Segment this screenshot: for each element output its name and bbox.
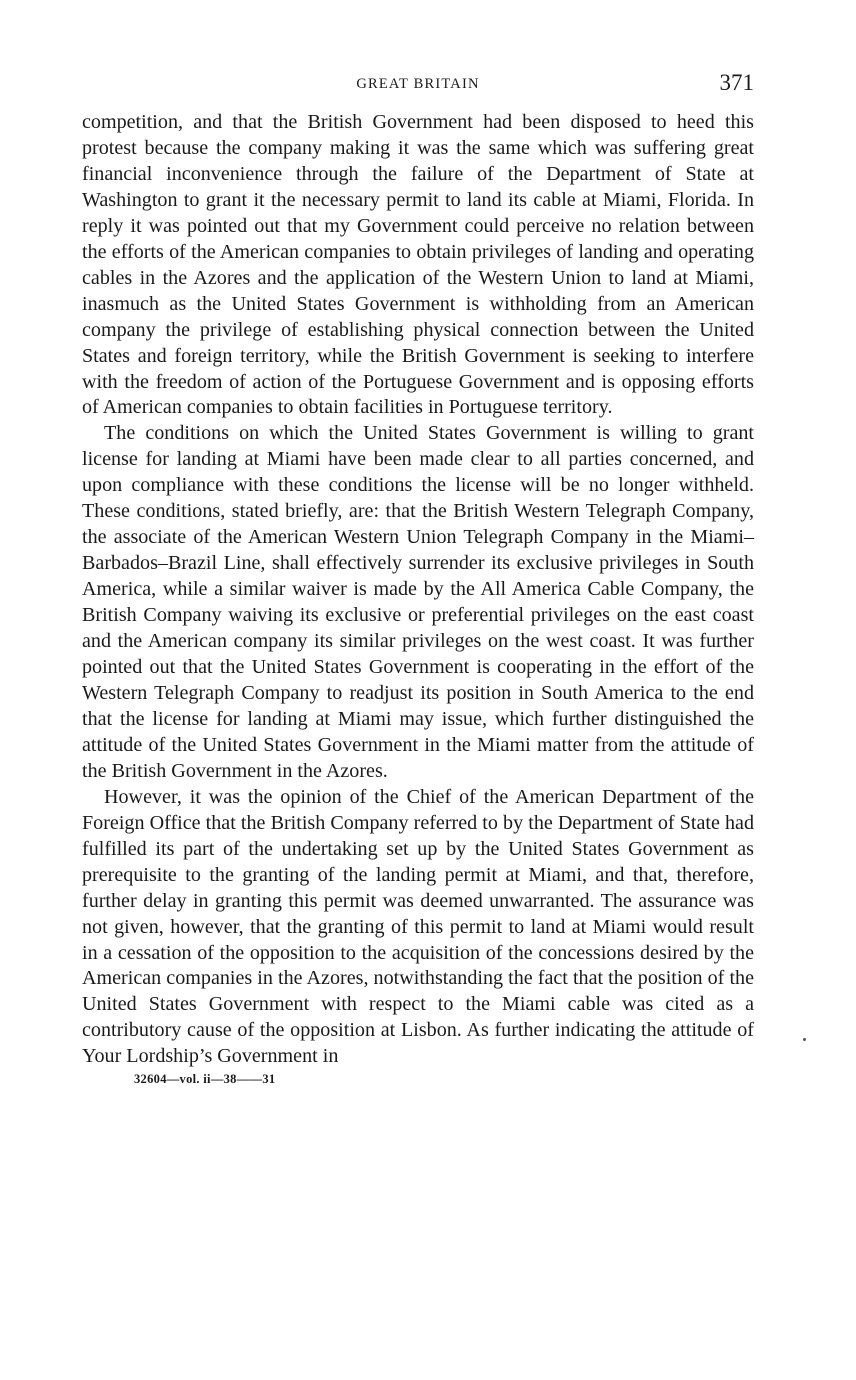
running-head: [82, 70, 754, 110]
page-number: 371: [719, 70, 754, 95]
stray-mark: [803, 1038, 806, 1041]
running-title: GREAT BRITAIN: [356, 76, 480, 92]
paragraph-conditions: The conditions on which the United States Government is willing to grant license for landing at Miami have been made clear to all parties concerned, and upon compliance with these conditions the license will be no longer withheld. These conditions, stated briefly, are: that the British Western Telegraph Company, the associate of the American Western Union Telegraph Company in the Miami–Barbados–Brazil Line, shall effectively surrender its exclusive privileges in South America, while a similar waiver is made by the All America Cable Company, the British Company waiving its exclusive or preferential privileges on the east coast and the American company its similar privileges on the west coast. It was further pointed out that the United States Government is cooperating in the effort of the Western Telegraph Company to readjust its position in South America to the end that the license for landing at Miami may issue, which further distinguished the attitude of the United States Government in the Miami matter from the attitude of the British Government in the Azores.: [82, 422, 754, 782]
document-page: [82, 70, 754, 1087]
body-text: [82, 110, 754, 1070]
paragraph-continued: competition, and that the British Government had been disposed to heed this protest because the company making it was the same which was suffering great financial inconvenience through the failure of the Department of State at Washington to grant it the necessary permit to land its cable at Miami, Florida. In reply it was pointed out that my Government could perceive no relation between the efforts of the American companies to obtain privileges of landing and operating cables in the Azores and the application of the Western Union to land at Miami, inasmuch as the United States Government is withholding from an American company the privilege of establishing physical connection between the United States and foreign territory, while the British Government is seeking to interfere with the freedom of action of the Portuguese Government and is opposing efforts of American companies to obtain facilities in Portuguese territory.: [82, 111, 754, 419]
paragraph-opinion: However, it was the opinion of the Chief of the American Department of the Foreign Office that the British Company referred to by the Department of State had fulfilled its part of the undertaking set up by the United States Government as prerequisite to the granting of the landing permit at Miami, and that, therefore, further delay in granting this permit was deemed unwarranted. The assurance was not given, however, that the granting of this permit to land at Miami would result in a cessation of the opposition to the acquisition of the concessions desired by the American companies in the Azores, notwithstanding the fact that the position of the United States Government with respect to the Miami cable was cited as a contributory cause of the opposition at Lisbon. As further indicating the attitude of Your Lordship’s Government in: [82, 785, 754, 1068]
printer-signature-line: 32604—vol. ii—38——31: [134, 1072, 276, 1087]
